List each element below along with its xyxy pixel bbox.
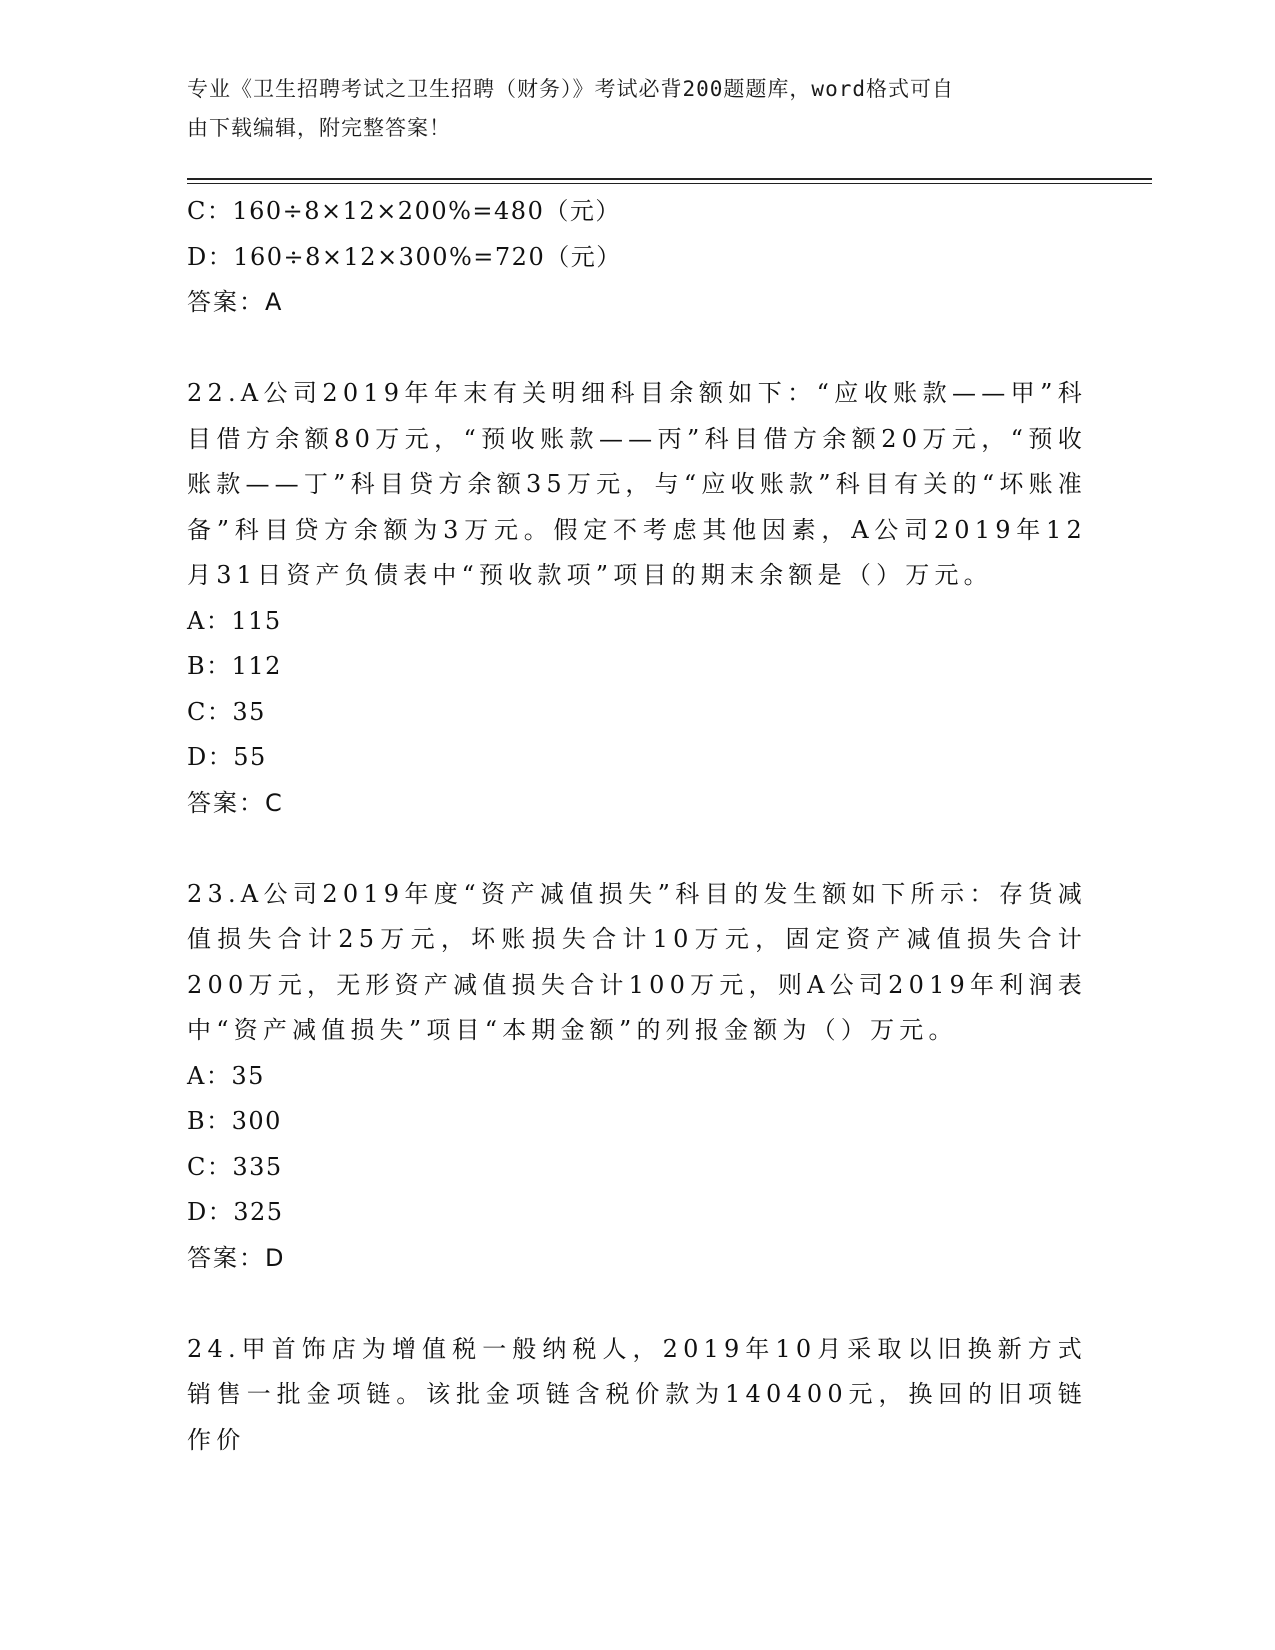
option-d: D：160÷8×12×300%=720（元） xyxy=(187,242,622,271)
question-stem: 24.甲首饰店为增值税一般纳税人，2019年10月采取以旧换新方式销售一批金项链。该批金项链含税价款为140400元，换回的旧项链作价 xyxy=(187,1334,1087,1454)
spacer xyxy=(187,826,1087,872)
option-a: A：115 xyxy=(187,606,282,635)
previous-question-tail xyxy=(187,189,1087,326)
option-d: D：325 xyxy=(187,1198,284,1226)
option-d: D：55 xyxy=(187,743,267,771)
option-b: B：112 xyxy=(187,652,282,680)
header-divider xyxy=(187,178,1152,180)
answer-line: 答案：D xyxy=(187,1243,286,1272)
answer-line: 答案：C xyxy=(187,788,284,817)
question-22 xyxy=(187,371,1087,826)
header-line-1: 专业《卫生招聘考试之卫生招聘（财务）》考试必背200题题库，word格式可自 xyxy=(187,77,954,101)
question-24 xyxy=(187,1327,1087,1464)
option-c: C：335 xyxy=(187,1152,283,1181)
spacer xyxy=(187,326,1087,372)
option-c: C：160÷8×12×200%=480（元） xyxy=(187,197,621,225)
question-23 xyxy=(187,872,1087,1282)
document-body xyxy=(187,189,1087,1463)
spacer xyxy=(187,1281,1087,1327)
document-header xyxy=(187,70,1087,148)
option-c: C：35 xyxy=(187,697,266,726)
option-a: A：35 xyxy=(187,1061,265,1090)
question-stem: 23.A公司2019年度“资产减值损失”科目的发生额如下所示：存货减值损失合计25万元，坏账损失合计10万元，固定资产减值损失合计200万元，无形资产减值损失合计100万元，则A公司2019年利润表中“资产减值损失”项目“本期金额”的列报金额为（）万元。 xyxy=(187,879,1087,1044)
answer-line: 答案：A xyxy=(187,288,284,316)
header-line-2: 由下载编辑，附完整答案！ xyxy=(187,116,451,140)
header-divider-thin xyxy=(187,183,1152,184)
question-stem: 22.A公司2019年年末有关明细科目余额如下：“应收账款——甲”科目借方余额80万元，“预收账款——丙”科目借方余额20万元，“预收账款——丁”科目贷方余额35万元，与“应收账款”科目有关的“坏账准备”科目贷方余额为3万元。假定不考虑其他因素，A公司2019年12月31日资产负债表中“预收款项”项目的期末余额是（）万元。 xyxy=(187,379,1087,589)
option-b: B：300 xyxy=(187,1107,282,1135)
